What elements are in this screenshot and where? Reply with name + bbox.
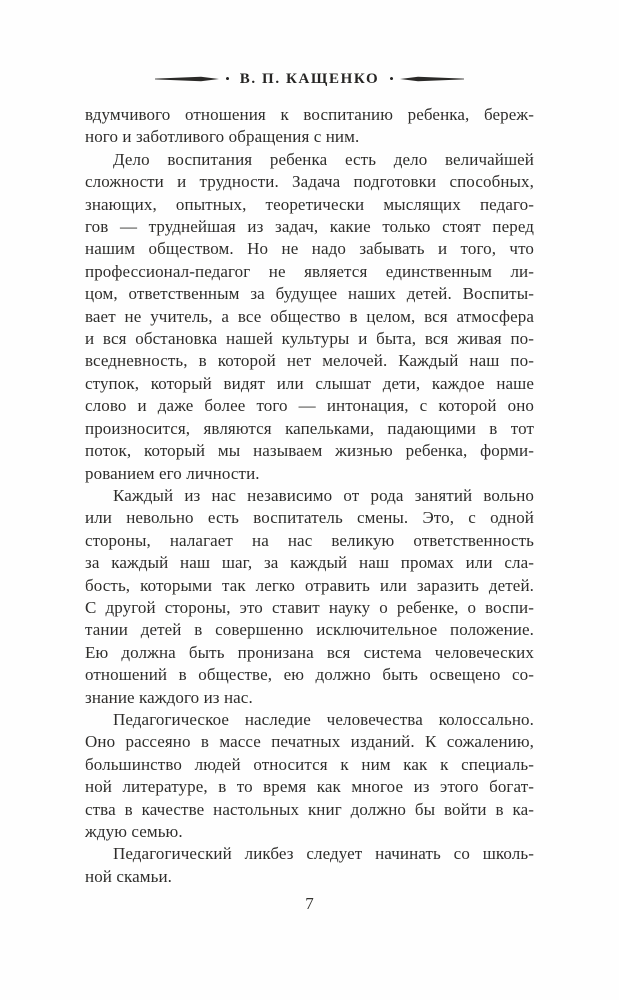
text-line: ной скамьи. [85,866,172,886]
page-number: 7 [305,894,314,913]
text-line: вдумчивого отношения к воспитанию ребенка, береж- [85,105,534,124]
ornament-dot-right: • [389,70,394,86]
text-line: слово и даже более того — интонация, с которой оно [85,396,534,416]
text-line: Каждый из нас независимо от рода занятий вольно [113,485,534,505]
ornament-rule-right [400,75,464,83]
text-line: знающих, опытных, теоретически мыслящих педаго- [85,194,534,214]
text-line: ства в качестве настольных книг должно бы войти в ка- [85,799,534,819]
text-line: ждую семью. [85,822,183,841]
text-line: ступок, который видят или слышат дети, каждое наше [85,373,534,393]
text-line: поток, который мы называем жизнью ребенка, форми- [85,441,534,461]
text-line: гов — труднейшая из задач, какие только стоят перед [85,217,534,237]
text-line: профессионал-педагог не является единственным ли- [85,261,534,281]
ornament-dot-left: • [225,70,230,86]
text-line: тании детей в совершенно исключительное положение. [85,620,534,640]
text-line: отношений в обществе, ею должно быть освещено со- [85,665,534,685]
author-name: В. П. КАЩЕНКО [239,70,380,87]
text-line: произносится, являются капельками, падающими в тот [85,418,534,438]
text-line: бость, которыми так легко отравить или заразить детей. [85,575,534,595]
body-text [85,104,534,888]
ornament-rule-left [155,75,219,83]
text-line: вает не учитель, а все общество в целом, вся атмосфера [85,306,534,326]
text-line: ной литературе, в то время как многое из этого богат- [85,777,534,797]
text-line: Ею должна быть пронизана вся система человеческих [85,642,534,662]
text-line: или невольно есть воспитатель смены. Это, с одной [85,508,534,528]
text-line: за каждый наш шаг, за каждый наш промах или сла- [85,553,534,573]
running-head [0,66,619,92]
text-line: знание каждого из нас. [85,687,253,707]
text-line: сложности и трудности. Задача подготовки способных, [85,172,534,192]
text-line: Педагогическое наследие человечества колоссально. [113,709,534,729]
text-line: С другой стороны, это ставит науку о ребенке, о воспи- [85,597,534,617]
text-line: нашим обществом. Но не надо забывать и того, что [85,239,534,259]
text-line: Оно рассеяно в массе печатных изданий. К сожалению, [85,732,534,752]
text-line: Педагогический ликбез следует начинать со школь- [113,844,534,864]
text-line: большинство людей относится к ним как к специаль- [85,754,534,774]
text-line: цом, ответственным за будущее наших детей. Воспиты- [85,284,534,304]
text-line: Дело воспитания ребенка есть дело величайшей [113,149,534,169]
text-line: стороны, налагает на нас великую ответственность [85,530,534,550]
text-line: и вся обстановка нашей культуры и быта, вся живая по- [85,329,534,349]
text-line: рованием его личности. [85,463,260,483]
text-line: ного и заботливого обращения с ним. [85,127,360,147]
text-line: вседневность, в которой нет мелочей. Каждый наш по- [85,351,534,371]
